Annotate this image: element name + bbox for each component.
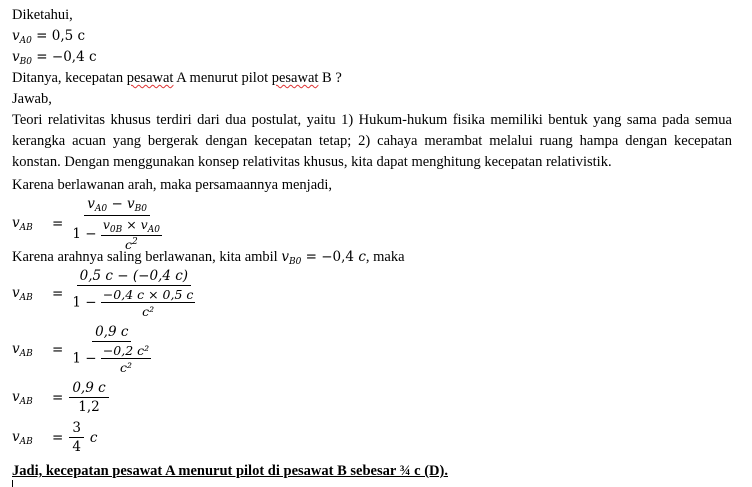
equation-simplify: $v_{AB}$ = 0,9 c 1 − $\frac{\text{−0,2 c²}}{\text{c²}}$ — [12, 324, 150, 375]
equation-ratio: $v_{AB}$ = $\frac{0,9 c}{1,2}$ — [12, 380, 109, 415]
heading-diketahui: Diketahui, — [12, 7, 73, 23]
given-vb0: $v_{B0} = -0,4$ c — [12, 49, 97, 67]
text-cursor — [12, 480, 13, 487]
equation-substitution: $v_{AB}$ = 0,5 c − (−0,4 c) 1 − $\frac{-0,4 c \times 0,5 c}{\text{c²}}$ — [12, 268, 194, 319]
equation-result: $v_{AB}$ = $\frac{3}{4}$ c — [12, 420, 98, 455]
final-answer: Jadi, kecepatan pesawat A menurut pilot di pesawat B sebesar ¾ c (D). — [12, 463, 448, 479]
line-karena-1: Karena berlawanan arah, maka persamaannya menjadi, — [12, 177, 333, 193]
heading-jawab: Jawab, — [12, 91, 52, 107]
theory-paragraph: Teori relativitas khusus terdiri dari dua postulat, yaitu 1) Hukum-hukum fisika memiliki bentuk yang sama pada semua kerangka acuan yang bergerak dengan kecepatan tetap; 2) cahaya merambat melalui ruang hampa dengan kecepatan konstan. Dengan menggunakan konsep relativitas khusus, kita dapat menghitung kecepatan relativistik. — [12, 112, 732, 170]
given-va0: $v_{A0} = 0,5$ c — [12, 28, 86, 46]
line-karena-2: Karena arahnya saling berlawanan, kita ambil $v_{B0} = -0,4$ c, maka — [12, 249, 405, 267]
question-line: Ditanya, kecepatan pesawat A menurut pilot pesawat B ? — [12, 70, 342, 86]
equation-formula: $v_{AB}$ = $v_{A0} - v_{B0}$ 1 − $\frac{v_{0B} \times v_{A0}}{c^2}$ — [12, 196, 160, 253]
